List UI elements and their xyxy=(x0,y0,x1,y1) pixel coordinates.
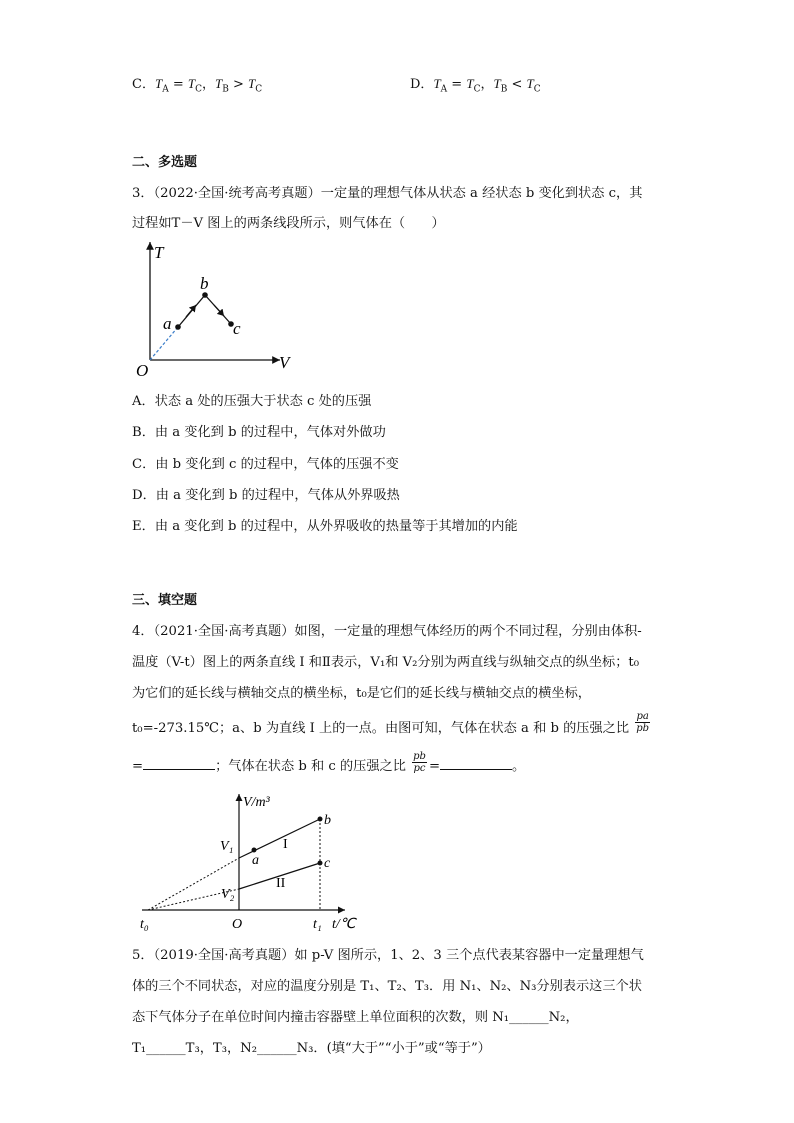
q4-stem-line4: t₀=-273.15℃；a、b 为直线 I 上的一点。由图可知，气体在状态 a 和 b 的压强之比 $\frac{pa}{pb}$ xyxy=(132,711,650,736)
q3-stem-line2: 过程如T－V 图上的两条线段所示，则气体在（ ） xyxy=(132,216,445,231)
q2-option-d: D．$T_A = T_C$，$T_B < T_C$ xyxy=(410,76,541,95)
fraction-pa-pb: $\frac{pa}{pb}$ xyxy=(636,711,650,734)
v-axis-label: V xyxy=(279,353,290,372)
section-title-multiple-choice: 二、多选题 xyxy=(132,155,198,170)
origin-label: O xyxy=(136,361,149,378)
v-axis-label: V/m³ xyxy=(243,795,270,810)
t-axis-label: t/℃ xyxy=(332,917,356,932)
fraction-pb-pc: $\frac{pb}{pc}$ xyxy=(413,751,426,774)
answer-blank-1[interactable] xyxy=(143,757,215,770)
point-b xyxy=(202,292,208,298)
dashed-extension-1 xyxy=(148,858,239,910)
q4-stem-line1: 4．（2021·全国·高考真题）如图，一定量的理想气体经历的两个不同过程，分别由体积- xyxy=(132,624,642,639)
q3-option-a: A．状态 a 处的压强大于状态 c 处的压强 xyxy=(132,394,372,409)
label-b: b xyxy=(200,274,209,293)
point-c xyxy=(318,861,323,866)
label-c: c xyxy=(233,319,241,338)
answer-blank-2[interactable] xyxy=(440,757,512,770)
q3-option-d: D．由 a 变化到 b 的过程中，气体从外界吸热 xyxy=(132,488,400,503)
label-a: a xyxy=(163,314,172,333)
q3-option-c: C．由 b 变化到 c 的过程中，气体的压强不变 xyxy=(132,457,399,472)
q3-tv-diagram xyxy=(130,236,300,378)
q5-stem-line3: 态下气体分子在单位时间内撞击容器壁上单位面积的次数，则 N₁______N₂， xyxy=(132,1010,579,1025)
arrow-ab xyxy=(186,305,196,317)
v1-label: V₁ xyxy=(220,839,234,854)
line-I-label: I xyxy=(283,837,288,852)
label-a: a xyxy=(252,853,259,868)
origin-label: O xyxy=(232,917,243,932)
q2-option-c: C．$T_A = T_C$，$T_B > T_C$ xyxy=(132,76,263,95)
q4-stem-line5: = ；气体在状态 b 和 c 的压强之比 $\frac{pb}{pc}$ = 。 xyxy=(132,751,526,774)
q3-stem-line1: 3．（2022·全国·统考高考真题）一定量的理想气体从状态 a 经状态 b 变化到状态 c，其 xyxy=(132,186,643,201)
q3-option-b: B．由 a 变化到 b 的过程中，气体对外做功 xyxy=(132,425,386,440)
q5-stem-line4: T₁______T₃，T₃，N₂______N₃．(填“大于”“小于”或“等于”） xyxy=(132,1041,491,1056)
t-axis-label: T xyxy=(154,243,164,262)
q3-option-e: E．由 a 变化到 b 的过程中，从外界吸收的热量等于其增加的内能 xyxy=(132,519,518,534)
line-II-label: II xyxy=(276,876,286,891)
q4-stem-line3: 为它们的延长线与横轴交点的横坐标，t₀是它们的延长线与横轴交点的横坐标， xyxy=(132,686,591,701)
point-a xyxy=(175,324,181,330)
point-b xyxy=(318,817,323,822)
point-a xyxy=(252,848,257,853)
q5-stem-line2: 体的三个不同状态，对应的温度分别是 T₁、T₂、T₃．用 N₁、N₂、N₃分别表示这三个状 xyxy=(132,979,642,994)
label-b: b xyxy=(324,813,331,828)
t0-label: t₀ xyxy=(140,917,149,932)
q5-stem-line1: 5．（2019·全国·高考真题）如 p-V 图所示，1、2、3 三个点代表某容器中一定量理想气 xyxy=(132,948,644,963)
label-c: c xyxy=(324,856,331,871)
q4-stem-line2: 温度（V-t）图上的两条直线 I 和Ⅱ表示，V₁和 V₂分别为两直线与纵轴交点的纵坐标；t₀ xyxy=(132,655,640,670)
section-title-fill-in: 三、填空题 xyxy=(132,593,198,608)
v2-label: V₂ xyxy=(221,887,235,902)
arrow-bc xyxy=(214,305,224,316)
t1-label: t₁ xyxy=(313,917,322,932)
q4-vt-diagram xyxy=(130,786,370,932)
